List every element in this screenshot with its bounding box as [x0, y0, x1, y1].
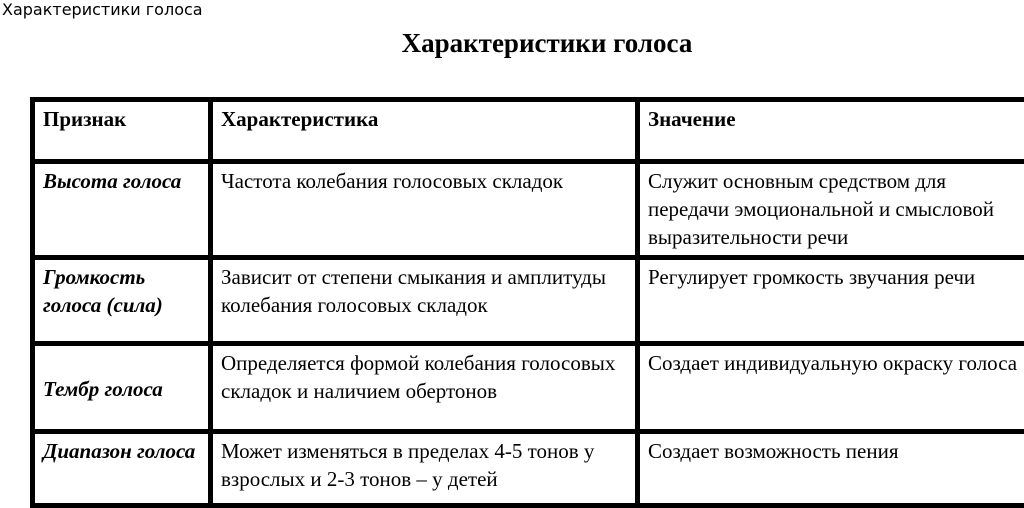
cell-characteristic: Зависит от степени смыкания и амплитуды колебания голосовых складок — [211, 258, 638, 344]
cell-attribute: Тембр голоса — [33, 344, 211, 432]
page-title: Характеристики голоса — [0, 28, 1024, 59]
cell-characteristic: Может изменяться в пределах 4-5 тонов у взрослых и 2-3 тонов – у детей — [211, 432, 638, 506]
image-caption: Характеристики голоса — [2, 0, 203, 20]
cell-meaning: Регулирует громкость звучания речи — [638, 258, 1024, 344]
cell-meaning: Создает возможность пения — [638, 432, 1024, 506]
header-attribute: Признак — [33, 100, 211, 162]
cell-attribute: Высота голоса — [33, 162, 211, 258]
table-row — [33, 432, 1024, 506]
table-row — [33, 162, 1024, 258]
voice-characteristics-table — [30, 97, 1024, 508]
cell-characteristic: Определяется формой колебания голосовых складок и наличием обертонов — [211, 344, 638, 432]
cell-attribute: Громкость голоса (сила) — [33, 258, 211, 344]
cell-meaning: Служит основным средством для передачи эмоциональной и смысловой выразительности речи — [638, 162, 1024, 258]
table-row — [33, 258, 1024, 344]
table-row — [33, 344, 1024, 432]
cell-characteristic: Частота колебания голосовых складок — [211, 162, 638, 258]
header-meaning: Значение — [638, 100, 1024, 162]
table-header-row — [33, 100, 1024, 162]
header-characteristic: Характеристика — [211, 100, 638, 162]
cell-attribute: Диапазон голоса — [33, 432, 211, 506]
cell-meaning: Создает индивидуальную окраску голоса — [638, 344, 1024, 432]
